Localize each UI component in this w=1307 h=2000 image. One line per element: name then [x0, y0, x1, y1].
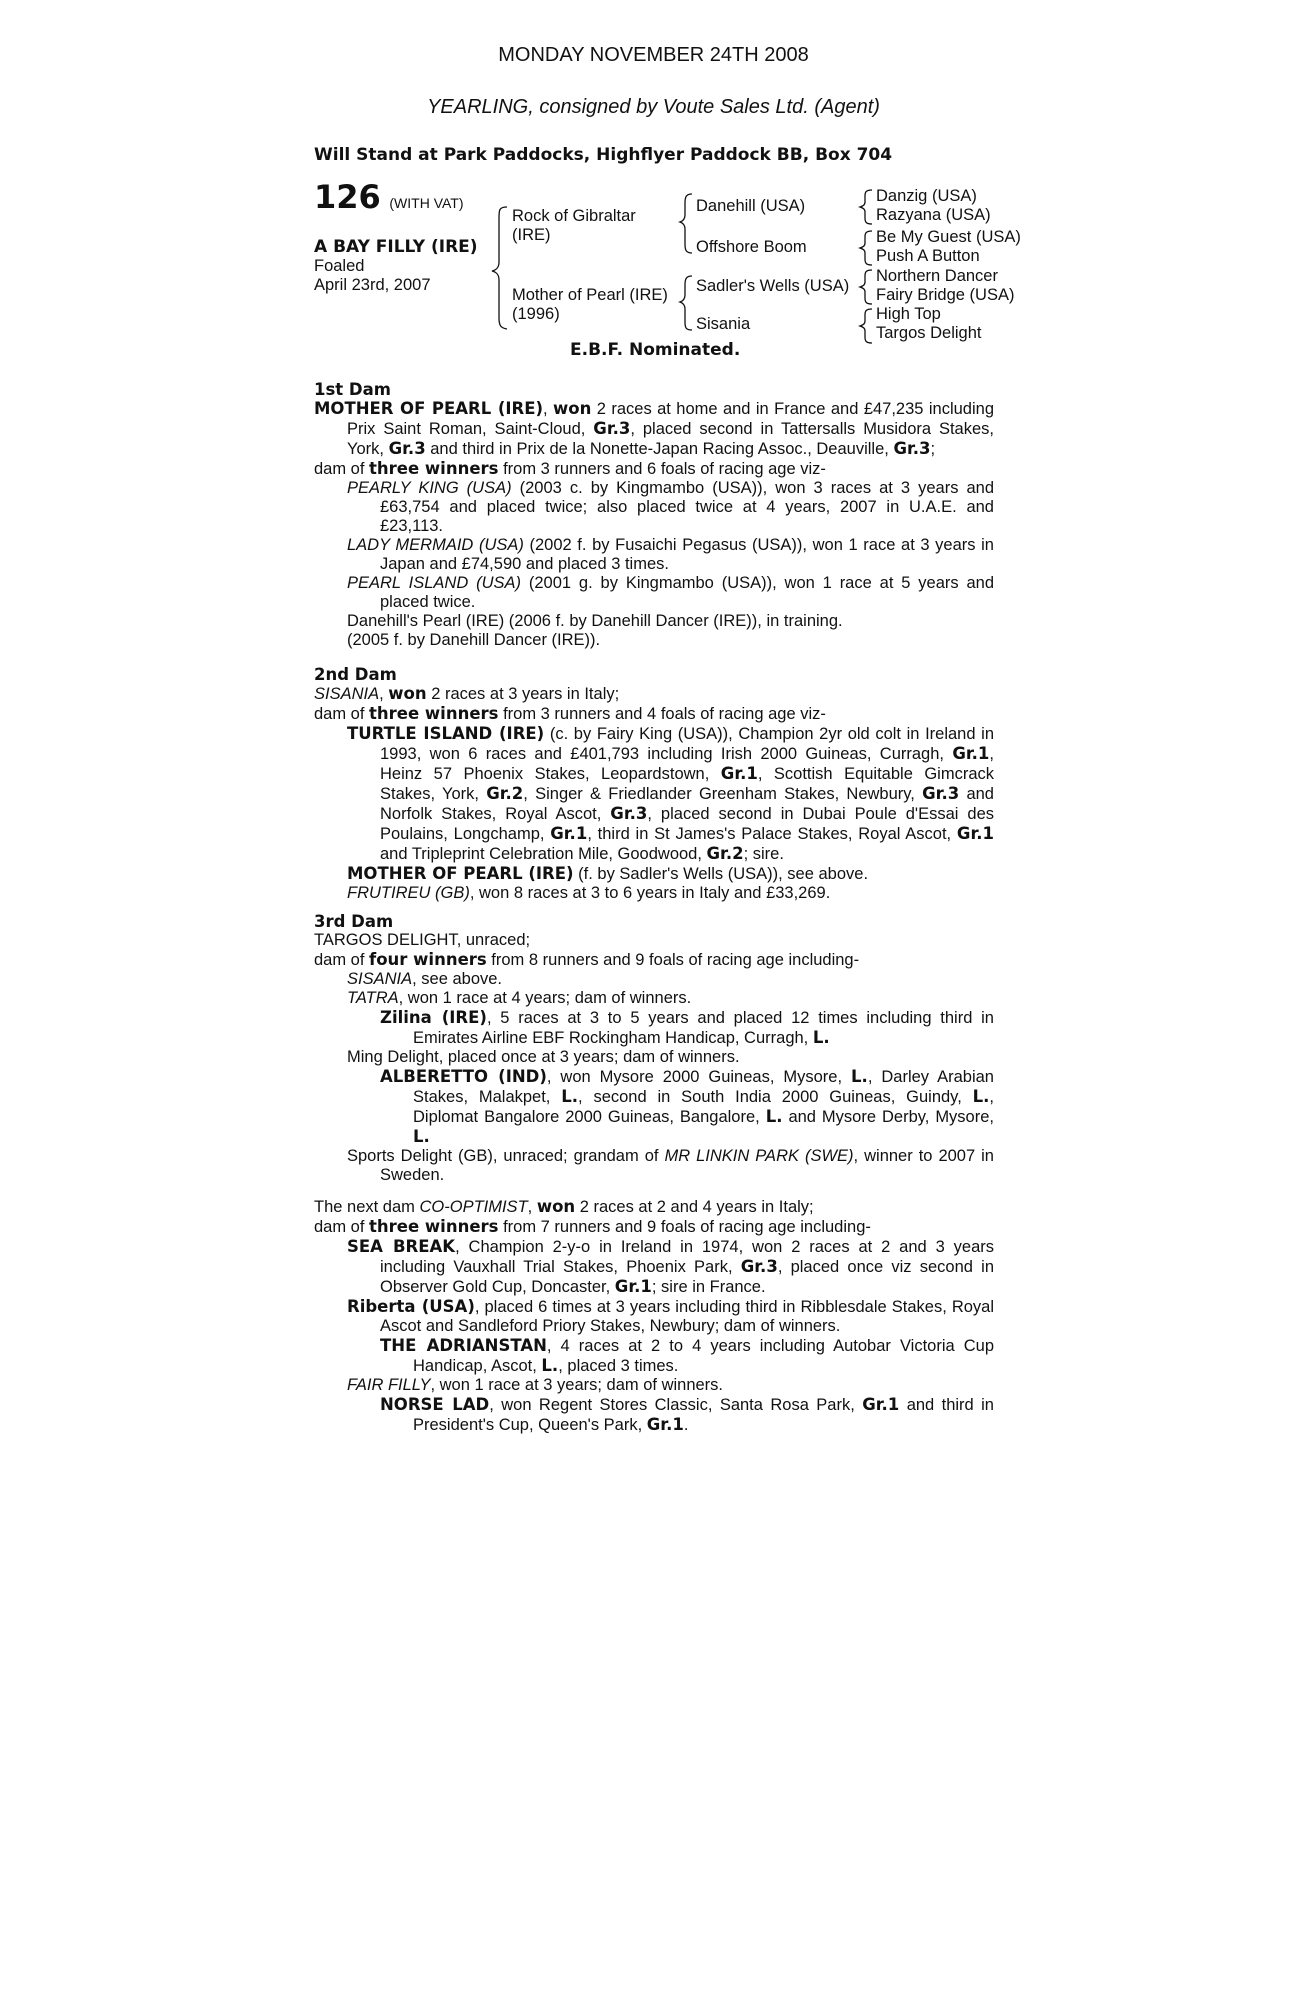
offspring-text: ; sire in France. [651, 1278, 766, 1296]
fourth-dam-record: The next dam CO-OPTIMIST, won 2 races at 2 and 4 years in Italy; [314, 1197, 814, 1216]
pedigree-dam-sire: Sadler's Wells (USA) [696, 277, 850, 295]
offspring-entry [314, 724, 994, 864]
first-dam-name: MOTHER OF PEARL (IRE) [314, 399, 544, 418]
offspring-text: , see above. [412, 970, 503, 988]
group-label: Gr.1 [956, 824, 994, 843]
fourth-dam-name: CO-OPTIMIST [419, 1198, 528, 1216]
record-text: The next dam [314, 1198, 420, 1216]
foaled-date: April 23rd, 2007 [314, 276, 431, 294]
offspring-entry [314, 1237, 994, 1297]
dam-of-label: dam of [314, 460, 370, 478]
group-label: Gr.2 [486, 784, 524, 803]
record-text: 2 races at home and in France and £47,235 including Prix Saint Roman, Saint-Cloud, [347, 400, 994, 438]
offspring-name: FAIR FILLY [347, 1376, 431, 1394]
produce-text: from 3 runners and 6 foals of racing age viz- [498, 460, 826, 478]
offspring-name: LADY MERMAID (USA) [347, 536, 524, 554]
group-label: Gr.3 [893, 439, 931, 458]
offspring-name: NORSE LAD [380, 1395, 490, 1414]
listed-label: L. [972, 1087, 990, 1106]
offspring-text: , won Mysore 2000 Guineas, Mysore, [546, 1068, 852, 1086]
offspring-text: , placed 3 times. [558, 1357, 679, 1375]
won-label: won [536, 1197, 576, 1216]
offspring-text: and Mysore Derby, Mysore, [782, 1108, 994, 1126]
produce-text: from 7 runners and 9 foals of racing age including- [498, 1218, 871, 1236]
listed-label: L. [413, 1127, 430, 1146]
ebf-nominated: E.B.F. Nominated. [570, 340, 741, 360]
group-label: Gr.3 [922, 784, 960, 803]
record-text: and third in Prix de la Nonette-Japan Racing Assoc., Deauville, [425, 440, 894, 458]
offspring-text: and third in President's Cup, Queen's Park, [413, 1396, 994, 1434]
third-dam-section [314, 912, 994, 1185]
grand-offspring-entry [314, 1008, 994, 1048]
offspring-name: MOTHER OF PEARL (IRE) [347, 864, 574, 883]
offspring-text: , third in St James's Palace Stakes, Royal Ascot, [587, 825, 957, 843]
offspring-text: and Tripleprint Celebration Mile, Goodwood, [380, 845, 707, 863]
grand-offspring-entry [314, 1067, 994, 1147]
second-dam-name: SISANIA [314, 685, 380, 703]
fourth-dam-section [314, 1197, 994, 1435]
offspring-text: (f. by Sadler's Wells (USA)), see above. [573, 865, 869, 883]
record-text: ; [930, 440, 936, 458]
listed-label: L. [812, 1028, 830, 1047]
stand-location: Will Stand at Park Paddocks, Highflyer Paddock BB, Box 704 [314, 145, 893, 165]
pedigree-dam: Mother of Pearl (IRE) [512, 286, 668, 304]
first-dam-section [314, 380, 994, 650]
winners-count: four winners [369, 950, 487, 969]
won-label: won [388, 684, 427, 703]
offspring-name: THE ADRIANSTAN [380, 1336, 547, 1355]
offspring-name: TURTLE ISLAND (IRE) [347, 724, 545, 743]
offspring-text: , placed 6 times at 3 years including third in Ribblesdale Stakes, Royal Ascot and Sandleford Priory Stakes, Newbury; dam of winners. [380, 1298, 995, 1335]
dam-of-label: dam of [314, 951, 370, 969]
record-text: 2 races at 3 years in Italy; [426, 685, 620, 703]
offspring-name: TATRA [347, 989, 399, 1007]
pedigree-dam-dam: Sisania [696, 315, 751, 333]
offspring-text: and Norfolk Stakes, Royal Ascot, [380, 785, 994, 823]
group-label: Gr.1 [646, 1415, 684, 1434]
offspring-entry [314, 1297, 994, 1336]
produce-text: from 3 runners and 4 foals of racing age viz- [498, 705, 826, 723]
dam-of-label: dam of [314, 705, 370, 723]
second-dam-section [314, 665, 994, 903]
offspring-name: FRUTIREU (GB) [347, 884, 470, 902]
pedigree-dam-year: (1996) [512, 305, 560, 323]
offspring-text: , won 1 race at 4 years; dam of winners. [398, 989, 692, 1007]
offspring-entry [314, 1147, 994, 1185]
vat-note: (WITH VAT) [389, 195, 464, 211]
grand-offspring-entry [314, 1336, 994, 1376]
offspring-entry [314, 536, 994, 574]
offspring-entry [314, 574, 994, 612]
pedigree-gg6: Fairy Bridge (USA) [876, 286, 1015, 304]
offspring-name: SISANIA [347, 970, 413, 988]
offspring-text: (c. by Fairy King (USA)), Champion 2yr old colt in Ireland in 1993, won 6 races and £401,793 including Irish 2000 Guineas, Curragh, [380, 725, 994, 763]
offspring-name: Zilina (IRE) [380, 1008, 487, 1027]
offspring-entry: (2005 f. by Danehill Dancer (IRE)). [347, 631, 601, 649]
sale-date: MONDAY NOVEMBER 24TH 2008 [498, 44, 809, 66]
listed-label: L. [561, 1087, 579, 1106]
listed-label: L. [851, 1067, 868, 1086]
offspring-text: , second in South India 2000 Guineas, Guindy, [578, 1088, 973, 1106]
offspring-text: , won 8 races at 3 to 6 years in Italy and £33,269. [469, 884, 831, 902]
first-dam-produce-summary [314, 459, 994, 479]
listed-label: L. [541, 1356, 559, 1375]
horse-name: A BAY FILLY (IRE) [314, 237, 478, 257]
offspring-text: (2001 g. by Kingmambo (USA)), won 1 race at 5 years and placed twice. [380, 574, 994, 611]
offspring-text: , 5 races at 3 to 5 years and placed 12 times including third in Emirates Airline EBF Rockingham Handicap, Curragh, [413, 1009, 994, 1047]
third-dam-heading: 3rd Dam [314, 912, 394, 931]
group-label: Gr.3 [388, 439, 426, 458]
pedigree-gg8: Targos Delight [876, 324, 982, 342]
pedigree-gg5: Northern Dancer [876, 267, 998, 285]
offspring-text: (2002 f. by Fusaichi Pegasus (USA)), won 1 race at 3 years in Japan and £74,590 and placed 3 times. [380, 536, 994, 573]
group-label: Gr.3 [593, 419, 631, 438]
pedigree-gg2: Razyana (USA) [876, 206, 991, 224]
pedigree-gg7: High Top [876, 305, 941, 323]
offspring-entry [314, 970, 994, 989]
offspring-text: , Diplomat Bangalore 2000 Guineas, Bangalore, [413, 1088, 994, 1126]
offspring-text: , placed once viz second in Observer Gold Cup, Doncaster, [380, 1258, 995, 1296]
offspring-entry: Ming Delight, placed once at 3 years; dam of winners. [347, 1048, 740, 1066]
group-label: Gr.1 [550, 824, 588, 843]
offspring-text: , Darley Arabian Stakes, Malakpet, [413, 1068, 994, 1106]
consignment-line: YEARLING, consigned by Voute Sales Ltd. (Agent) [427, 96, 880, 118]
third-dam-produce-summary [314, 950, 994, 970]
group-label: Gr.2 [706, 844, 744, 863]
offspring-text: (2003 c. by Kingmambo (USA)), won 3 races at 3 years and £63,754 and placed twice; also placed twice at 4 years, 2007 in U.A.E. and £23,113. [380, 479, 994, 535]
offspring-text: , won 1 race at 3 years; dam of winners. [430, 1376, 724, 1394]
pedigree-gg1: Danzig (USA) [876, 187, 977, 205]
pedigree-gg4: Push A Button [876, 247, 980, 265]
dam-of-label: dam of [314, 1218, 370, 1236]
second-dam-heading: 2nd Dam [314, 665, 397, 684]
grand-offspring-entry [314, 1395, 994, 1435]
fourth-dam-produce-summary [314, 1217, 994, 1237]
produce-text: from 8 runners and 9 foals of racing age including- [486, 951, 860, 969]
offspring-text: , won Regent Stores Classic, Santa Rosa Park, [489, 1396, 863, 1414]
foaled-label: Foaled [314, 257, 365, 275]
pedigree-braces [0, 0, 1307, 360]
group-label: Gr.1 [720, 764, 758, 783]
offspring-text: , Singer & Friedlander Greenham Stakes, Newbury, [523, 785, 923, 803]
offspring-text: , Heinz 57 Phoenix Stakes, Leopardstown, [380, 745, 994, 783]
group-label: Gr.1 [862, 1395, 900, 1414]
offspring-name: MR LINKIN PARK (SWE) [664, 1147, 854, 1165]
pedigree-sire-sire: Danehill (USA) [696, 197, 806, 215]
third-dam-name: TARGOS DELIGHT, unraced; [314, 931, 531, 949]
second-dam-produce-summary [314, 704, 994, 724]
winners-count: three winners [369, 459, 499, 478]
winners-count: three winners [369, 1217, 499, 1236]
offspring-entry [314, 864, 994, 884]
offspring-name: SEA BREAK [347, 1237, 456, 1256]
offspring-entry [314, 884, 994, 903]
pedigree-sire-dam: Offshore Boom [696, 238, 807, 256]
offspring-text: , Champion 2-y-o in Ireland in 1974, won 2 races at 2 and 3 years including Vauxhall Trial Stakes, Phoenix Park, [380, 1238, 994, 1276]
offspring-entry [314, 1376, 994, 1395]
pedigree-sire-country: (IRE) [512, 226, 551, 244]
offspring-name: ALBERETTO (IND) [380, 1067, 547, 1086]
offspring-text: , winner to 2007 in Sweden. [380, 1147, 994, 1184]
offspring-name: PEARLY KING (USA) [347, 479, 512, 497]
second-dam-record: SISANIA, won 2 races at 3 years in Italy; [314, 684, 620, 703]
group-label: Gr.1 [952, 744, 990, 763]
first-dam-heading: 1st Dam [314, 380, 391, 399]
listed-label: L. [765, 1107, 783, 1126]
winners-count: three winners [369, 704, 499, 723]
offspring-entry [314, 479, 994, 536]
record-text: , placed second in Tattersalls Musidora Stakes, York, [347, 420, 994, 458]
offspring-text: . [683, 1416, 689, 1434]
offspring-entry [314, 989, 994, 1008]
first-dam-record: MOTHER OF PEARL (IRE), won 2 races at home and in France and £47,235 including Prix Saint Roman, Saint-Cloud, Gr.3, placed second in Tattersalls Musidora Stakes, York, Gr.3 and third in Prix de la Nonette-Japan Racing Assoc., Deauville, Gr.3; [314, 399, 994, 458]
pedigree-gg3: Be My Guest (USA) [876, 228, 1021, 246]
group-label: Gr.3 [610, 804, 648, 823]
offspring-text: Sports Delight (GB), unraced; grandam of [347, 1147, 665, 1165]
offspring-entry: Danehill's Pearl (IRE) (2006 f. by Danehill Dancer (IRE)), in training. [347, 612, 843, 630]
lot-number: 126 [314, 178, 381, 216]
offspring-text: , placed second in Dubai Poule d'Essai des Poulains, Longchamp, [380, 805, 994, 843]
offspring-text: , Scottish Equitable Gimcrack Stakes, York, [380, 765, 995, 803]
group-label: Gr.1 [614, 1277, 652, 1296]
offspring-name: Riberta (USA) [347, 1297, 475, 1316]
offspring-text: ; sire. [743, 845, 784, 863]
won-label: won [553, 399, 592, 418]
record-text: 2 races at 2 and 4 years in Italy; [575, 1198, 814, 1216]
pedigree-sire: Rock of Gibraltar [512, 207, 636, 225]
group-label: Gr.3 [740, 1257, 778, 1276]
offspring-text: , 4 races at 2 to 4 years including Autobar Victoria Cup Handicap, Ascot, [413, 1337, 995, 1375]
offspring-name: PEARL ISLAND (USA) [347, 574, 522, 592]
